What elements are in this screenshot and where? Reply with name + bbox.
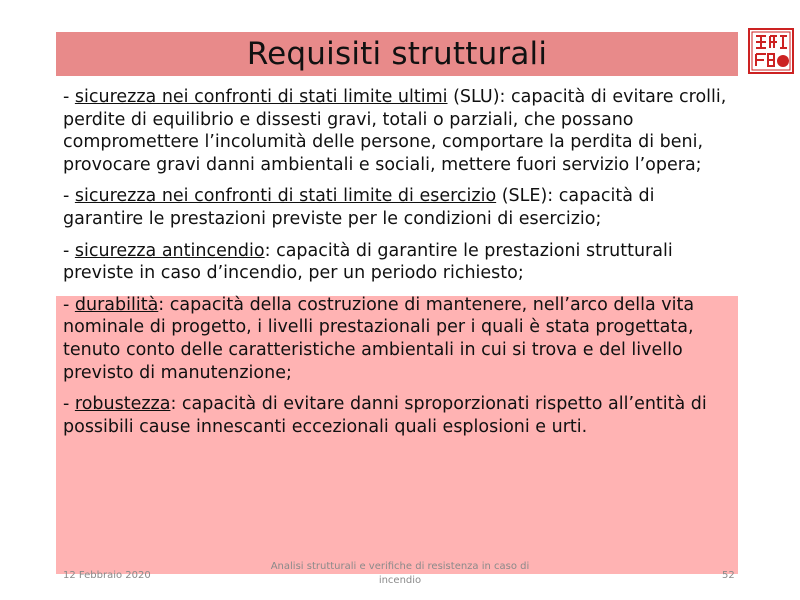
seal-logo-icon [748,28,794,74]
slide-content [63,86,738,447]
term-sle: sicurezza nei confronti di stati limite di esercizio [74,186,497,207]
paragraph-slu: - sicurezza nei confronti di stati limite ultimi (SLU): capacità di evitare crolli, perdite di equilibrio e dissesti gravi, totali o parziali, che possano compromettere l’incolumità delle persone, comportare la perdita di beni, provocare gravi danni ambientali e sociali, mettere fuori servizio l’opera; [63,87,727,175]
term-durabilita: durabilità [74,294,159,315]
term-antincendio: sicurezza antincendio [74,240,265,261]
footer-date: 12 Febbraio 2020 [63,570,151,581]
title-bar [56,32,738,76]
page-number: 52 [722,570,735,581]
paragraph-sle: - sicurezza nei confronti di stati limite di esercizio (SLE): capacità di garantire le prestazioni previste per le condizioni di esercizio; [63,186,655,229]
slide-title: Requisiti strutturali [246,36,548,72]
term-robustezza: robustezza [74,394,171,415]
footer-title: Analisi strutturali e verifiche di resistenza in caso di incendio [270,561,530,586]
paragraph-antincendio: - sicurezza antincendio: capacità di garantire le prestazioni strutturali previste in caso d’incendio, per un periodo richiesto; [63,240,673,284]
paragraph-durabilita: - durabilità: capacità della costruzione di mantenere, nell’arco della vita nominale di progetto, i livelli prestazionali per i quali è stata progettata, tenuto conto delle caratteristiche ambientali in cui si trova e del livello previsto di manutenzione; [63,294,695,383]
term-slu: sicurezza nei confronti di stati limite ultimi [74,87,448,107]
paragraph-robustezza: - robustezza: capacità di evitare danni sproporzionati rispetto all’entità di possibili cause innescanti eccezionali quali esplosioni e urti. [63,394,707,437]
